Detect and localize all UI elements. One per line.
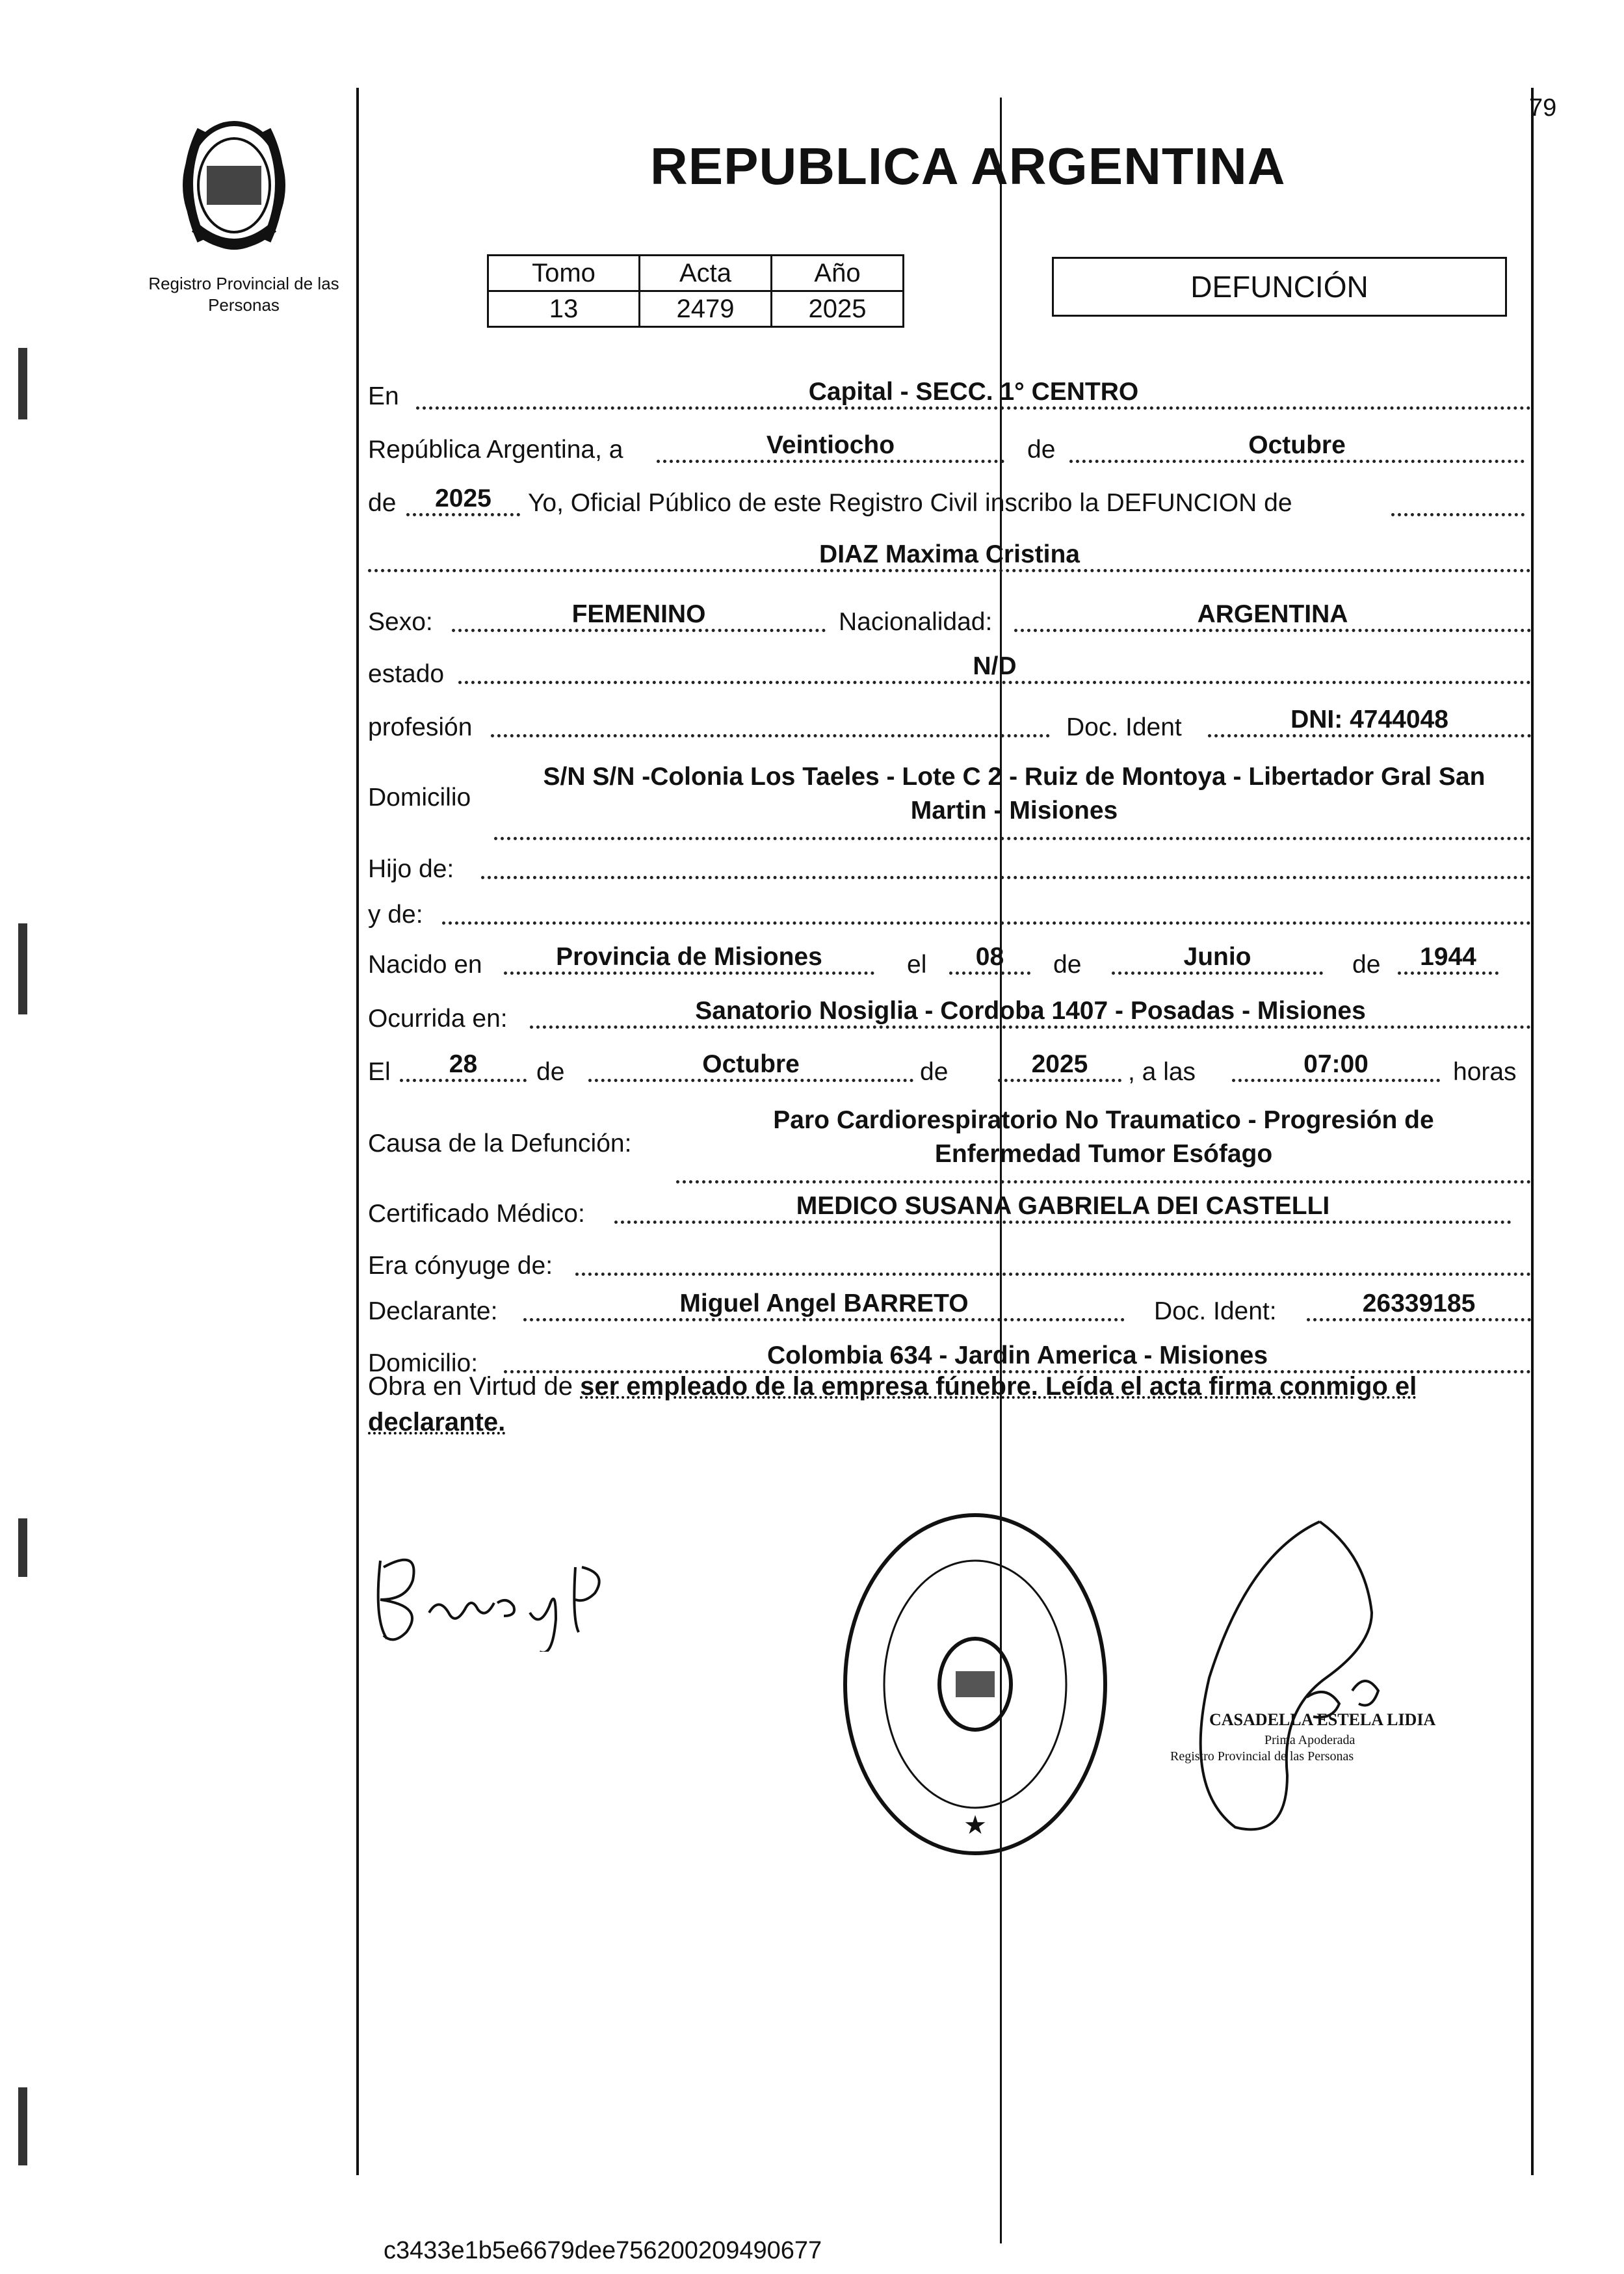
label-certificado: Certificado Médico: bbox=[368, 1200, 585, 1228]
label-horas: horas bbox=[1453, 1058, 1517, 1086]
scan-marks bbox=[18, 2087, 27, 2165]
label-y-de: y de: bbox=[368, 901, 423, 929]
label-de-mes: de bbox=[1027, 436, 1056, 464]
official-role-2: Registro Provincial de las Personas bbox=[1170, 1749, 1354, 1764]
label-doc-ident: Doc. Ident bbox=[1066, 713, 1182, 741]
label-nacido-en: Nacido en bbox=[368, 951, 482, 979]
field-nac-anio: 1944 bbox=[1398, 944, 1499, 975]
field-dia-letras: Veintiocho bbox=[657, 432, 1004, 463]
field-def-hora: 07:00 bbox=[1232, 1051, 1440, 1082]
label-de-def-mes: de bbox=[536, 1058, 565, 1086]
label-estado: estado bbox=[368, 660, 445, 688]
field-obra-line2: declarante. bbox=[368, 1408, 506, 1436]
label-en: En bbox=[368, 382, 399, 410]
field-mes: Octubre bbox=[1069, 432, 1525, 463]
anio-header: Año bbox=[772, 256, 904, 291]
document-hash: c3433e1b5e6679dee756200209490677 bbox=[384, 2237, 822, 2264]
field-documento: DNI: 4744048 bbox=[1208, 707, 1531, 737]
label-conyuge: Era cónyuge de: bbox=[368, 1252, 553, 1280]
field-anio: 2025 bbox=[406, 486, 520, 516]
label-de-nac-mes: de bbox=[1053, 951, 1082, 979]
page-number: 79 bbox=[1529, 94, 1557, 122]
field-domicilio-line2: Martin - Misiones bbox=[910, 797, 1118, 825]
field-tail-1 bbox=[1391, 486, 1525, 516]
field-nac-mes: Junio bbox=[1112, 944, 1323, 975]
label-ocurrida-en: Ocurrida en: bbox=[368, 1005, 508, 1033]
field-certificado: MEDICO SUSANA GABRIELA DEI CASTELLI bbox=[614, 1193, 1512, 1224]
acta-value: 2479 bbox=[640, 291, 772, 327]
field-declarante-domicilio: Colombia 634 - Jardin America - Misiones bbox=[504, 1343, 1531, 1373]
label-de-anio: de bbox=[368, 489, 397, 517]
scan-marks bbox=[18, 348, 27, 419]
label-obra: Obra en Virtud de bbox=[368, 1372, 573, 1401]
obra-line-2 bbox=[368, 1408, 505, 1437]
registry-label: Registro Provincial de las Personas bbox=[148, 274, 339, 315]
right-frame-line bbox=[1531, 88, 1534, 2175]
left-frame-line bbox=[356, 88, 359, 2175]
registry-stamp bbox=[839, 1509, 1112, 1860]
svg-text:★: ★ bbox=[963, 1811, 987, 1840]
field-profesion bbox=[491, 707, 1050, 737]
field-domicilio-line1: S/N S/N -Colonia Los Taeles - Lote C 2 - Ruiz de Montoya - Libertador Gral San bbox=[543, 763, 1486, 791]
field-def-anio: 2025 bbox=[998, 1051, 1121, 1082]
field-def-dia: 28 bbox=[400, 1051, 527, 1082]
tomo-value: 13 bbox=[488, 291, 640, 327]
label-profesion: profesión bbox=[368, 713, 473, 741]
label-domicilio-declarante: Domicilio: bbox=[368, 1349, 478, 1377]
tomo-header: Tomo bbox=[488, 256, 640, 291]
label-domicilio: Domicilio bbox=[368, 784, 471, 812]
label-el-def: El bbox=[368, 1058, 391, 1086]
label-declarante: Declarante: bbox=[368, 1297, 498, 1325]
field-conyuge bbox=[575, 1245, 1531, 1276]
label-republica: República Argentina, a bbox=[368, 436, 623, 464]
field-def-mes: Octubre bbox=[588, 1051, 913, 1082]
declarant-signature bbox=[367, 1541, 660, 1652]
field-causa-line1: Paro Cardiorespiratorio No Traumatico - Progresión de bbox=[773, 1106, 1434, 1134]
scan-marks bbox=[18, 1518, 27, 1577]
misiones-seal-logo bbox=[156, 104, 312, 267]
act-table bbox=[487, 254, 904, 328]
official-signature bbox=[1157, 1515, 1495, 1840]
official-name: CASADELLA ESTELA LIDIA bbox=[1209, 1710, 1436, 1729]
field-obra-line1: ser empleado de la empresa fúnebre. Leída el acta firma conmigo el bbox=[580, 1372, 1417, 1401]
label-nacionalidad: Nacionalidad: bbox=[839, 608, 993, 636]
field-ocurrida-en: Sanatorio Nosiglia - Cordoba 1407 - Posadas - Misiones bbox=[530, 998, 1531, 1029]
field-declarante: Miguel Angel BARRETO bbox=[523, 1291, 1125, 1321]
anio-value: 2025 bbox=[772, 291, 904, 327]
field-nacionalidad: ARGENTINA bbox=[1014, 602, 1531, 632]
field-sexo: FEMENINO bbox=[452, 602, 826, 632]
official-role-1: Prima Apoderada bbox=[1264, 1733, 1356, 1747]
field-declarante-doc: 26339185 bbox=[1307, 1291, 1531, 1321]
label-doc-ident-declarante: Doc. Ident: bbox=[1154, 1297, 1277, 1325]
field-hijo-de bbox=[481, 849, 1531, 879]
label-de-def-anio: de bbox=[920, 1058, 949, 1086]
acta-header: Acta bbox=[640, 256, 772, 291]
label-a-las: , a las bbox=[1128, 1058, 1196, 1086]
document-title: REPUBLICA ARGENTINA bbox=[650, 137, 1286, 195]
act-type-box: DEFUNCIÓN bbox=[1052, 257, 1507, 317]
scan-marks bbox=[18, 923, 27, 1014]
label-sexo: Sexo: bbox=[368, 608, 433, 636]
field-nacido-en: Provincia de Misiones bbox=[504, 944, 874, 975]
field-estado: N/D bbox=[458, 654, 1531, 684]
field-nac-dia: 08 bbox=[949, 944, 1030, 975]
field-causa-line2: Enfermedad Tumor Esófago bbox=[934, 1140, 1273, 1168]
field-lugar: Capital - SECC. 1° CENTRO bbox=[416, 379, 1531, 410]
label-yo-oficial: Yo, Oficial Público de este Registro Civil inscribo la DEFUNCION de bbox=[528, 489, 1292, 517]
label-el: el bbox=[907, 951, 927, 979]
field-domicilio-dots bbox=[494, 810, 1531, 840]
label-de-nac-anio: de bbox=[1352, 951, 1381, 979]
field-nombre: DIAZ Maxima Cristina bbox=[368, 542, 1531, 572]
field-causa-dots bbox=[676, 1153, 1531, 1183]
label-causa: Causa de la Defunción: bbox=[368, 1130, 632, 1157]
field-y-de bbox=[442, 894, 1531, 925]
label-hijo-de: Hijo de: bbox=[368, 855, 454, 883]
obra-line bbox=[368, 1372, 1417, 1401]
